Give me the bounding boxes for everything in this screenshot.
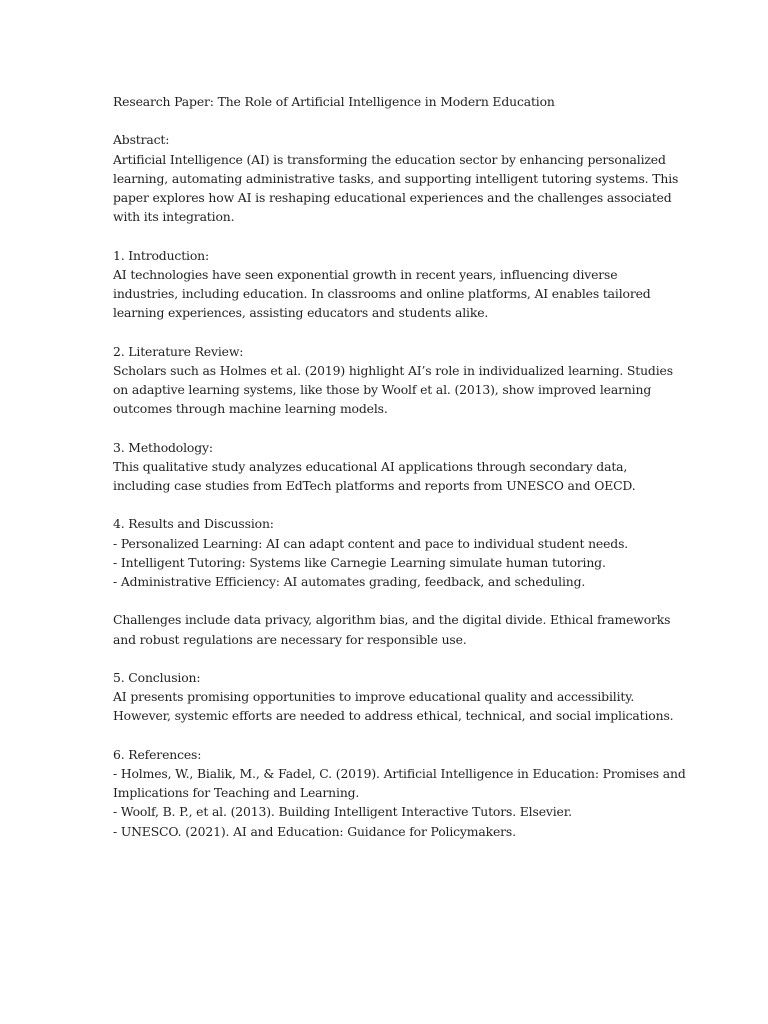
section-text-line: learning, automating administrative tasks, and supporting intelligent tutoring systems. This [113,170,679,186]
section-heading: 2. Literature Review: [113,343,244,359]
document-title: Research Paper: The Role of Artificial Intelligence in Modern Education [113,94,555,109]
section-heading: 5. Conclusion: [113,669,201,685]
section-heading: 4. Results and Discussion: [113,516,274,532]
section-heading: Abstract: [113,132,170,148]
section-text-line: including case studies from EdTech platforms and reports from UNESCO and OECD. [113,478,636,493]
section-text-line: and robust regulations are necessary for responsible use. [113,631,467,647]
list-item: - Personalized Learning: AI can adapt content and pace to individual student needs. [113,535,629,551]
section-abstract [113,130,679,226]
section-text-line: outcomes through machine learning models. [113,401,388,417]
document-body [113,92,686,841]
section-text-line: This qualitative study analyzes educational AI applications through secondary data, [113,458,628,474]
section-text-line: AI presents promising opportunities to improve educational quality and accessibility. [113,689,635,705]
section-text-line: on adaptive learning systems, like those by Woolf et al. (2013), show improved learning [113,382,652,397]
section-heading: 6. References: [113,746,202,762]
document-title-block [113,92,658,111]
section-literature-review [113,342,673,419]
list-item: - Intelligent Tutoring: Systems like Carnegie Learning simulate human tutoring. [113,554,606,570]
section-text-line: with its integration. [113,209,235,225]
section-text-line: paper explores how AI is reshaping educational experiences and the challenges associated [113,190,672,205]
section-text-line: AI technologies have seen exponential growth in recent years, influencing diverse [113,266,618,282]
section-heading: 1. Introduction: [113,247,210,263]
section-text-line: learning experiences, assisting educators and students alike. [113,305,489,321]
reference-item: - UNESCO. (2021). AI and Education: Guidance for Policymakers. [113,823,516,839]
section-heading: 3. Methodology: [113,439,213,455]
section-introduction [113,246,658,323]
section-conclusion [113,668,674,726]
section-text-line: However, systemic efforts are needed to address ethical, technical, and social implications. [113,708,674,724]
section-text-line: Challenges include data privacy, algorithm bias, and the digital divide. Ethical frameworks [113,612,671,628]
section-text-line: industries, including education. In classrooms and online platforms, AI enables tailored [113,286,651,301]
section-results [113,514,658,591]
section-challenges [113,610,671,648]
section-methodology [113,438,658,496]
reference-item: - Woolf, B. P., et al. (2013). Building Intelligent Interactive Tutors. Elsevier. [113,804,572,820]
list-item: - Administrative Efficiency: AI automates grading, feedback, and scheduling. [113,574,586,589]
section-references [113,745,686,841]
reference-item: - Holmes, W., Bialik, M., & Fadel, C. (2019). Artificial Intelligence in Education: Promises and [113,765,686,781]
section-text-line: Scholars such as Holmes et al. (2019) highlight AI’s role in individualized learning. Studies [113,362,673,378]
reference-item: Implications for Teaching and Learning. [113,785,360,801]
section-text-line: Artificial Intelligence (AI) is transforming the education sector by enhancing personalized [113,151,666,167]
